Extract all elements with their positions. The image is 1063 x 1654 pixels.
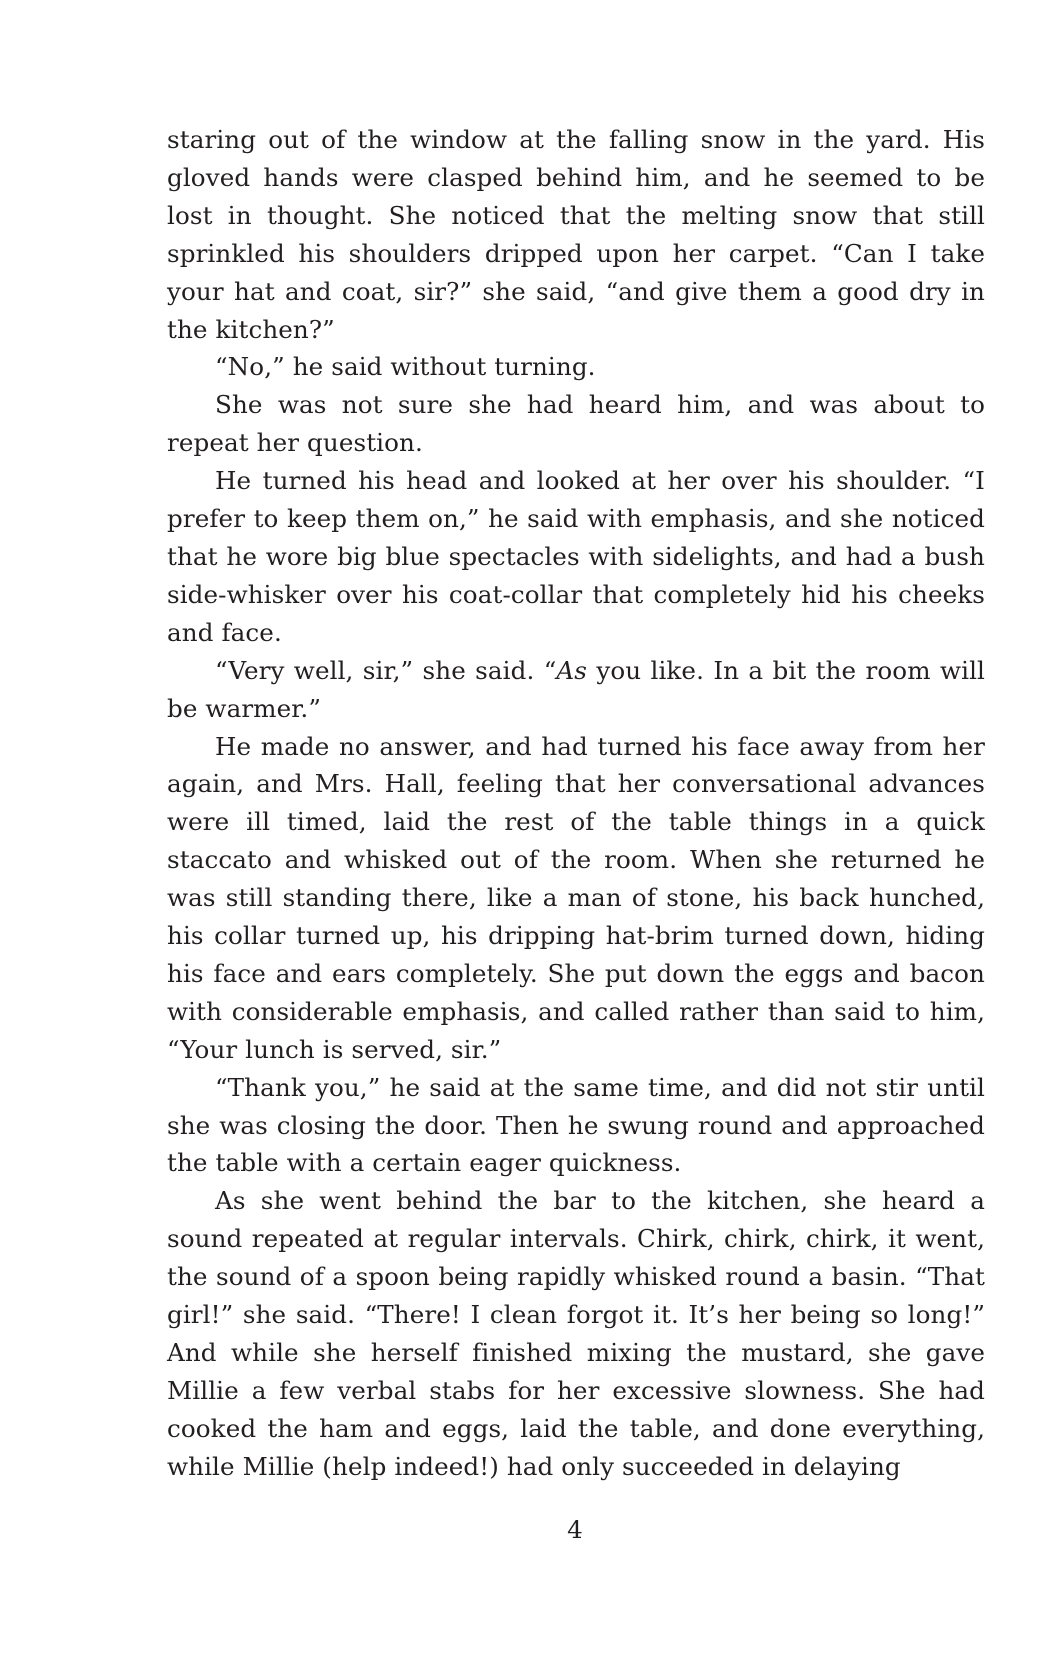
paragraph-7: “Thank you,” he said at the same time, and did not stir until she was closing the door. Then he swung round and approached the table with a certain eager quickness. bbox=[167, 1072, 985, 1178]
paragraph-4: He turned his head and looked at her over his shoulder. “I prefer to keep them on,” he said with emphasis, and she noticed that he wore big blue spectacles with sidelights, and had a bush side-whisker over his coat-collar that completely hid his cheeks and face. bbox=[167, 466, 985, 647]
paragraph-5-italic: As bbox=[556, 655, 587, 685]
paragraph-5-end: you like. In a bit the room will be warmer.” bbox=[167, 655, 986, 723]
paragraph-2: “No,” he said without turning. bbox=[215, 352, 596, 382]
page-number: 4 bbox=[567, 1515, 583, 1544]
paragraph-8: As she went behind the bar to the kitchen, she heard a sound repeated at regular intervals. Chirk, chirk, chirk, it went, the sound of a spoon being rapidly whisked round a basin. “That girl!” she said. “There! I clean forgot it. It’s her being so long!” And while she herself finished mixing the mustard, she gave Millie a few verbal stabs for her excessive slowness. She had cooked the ham and eggs, laid the table, and done everything, while Millie (help indeed!) had only succeeded in delaying bbox=[167, 1186, 985, 1481]
body-text bbox=[167, 121, 985, 1486]
paragraph-3: She was not sure she had heard him, and was about to repeat her question. bbox=[167, 390, 985, 458]
paragraph-6: He made no answer, and had turned his face away from her again, and Mrs. Hall, feeling that her conversational advances were ill timed, laid the rest of the table things in a quick staccato and whisked out of the room. When she returned he was still standing there, like a man of stone, his back hunched, his collar turned up, his dripping hat-brim turned down, hiding his face and ears completely. She put down the eggs and bacon with considerable emphasis, and called rather than said to him, “Your lunch is served, sir.” bbox=[167, 731, 985, 1064]
paragraph-5-start: “Very well, sir,” she said. “ bbox=[215, 655, 557, 685]
paragraph-1: staring out of the window at the falling snow in the yard. His gloved hands were clasped behind him, and he seemed to be lost in thought. She noticed that the melting snow that still sprinkled his shoulders dripped upon her carpet. “Can I take your hat and coat, sir?” she said, “and give them a good dry in the kitchen?” bbox=[167, 125, 985, 344]
paragraph-5 bbox=[167, 652, 985, 728]
